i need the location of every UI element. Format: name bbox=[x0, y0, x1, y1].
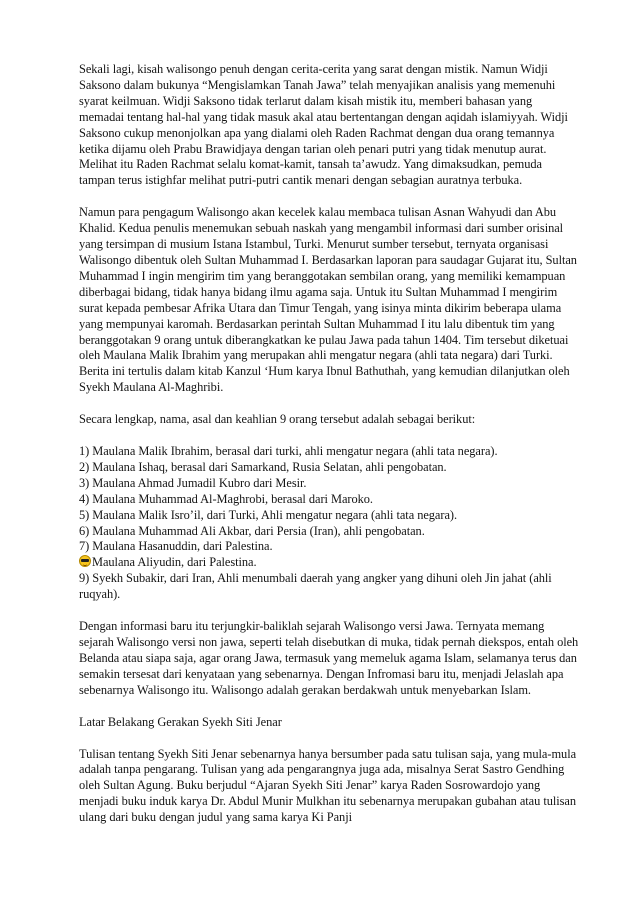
walisongo-members-list bbox=[79, 444, 579, 603]
sunglasses-smiley-icon bbox=[79, 555, 91, 567]
document-page bbox=[79, 62, 579, 842]
paragraph-walisongo-origin: Namun para pengagum Walisongo akan kecelek kalau membaca tulisan Asnan Wahyudi dan Abu Khalid. Kedua penulis menemukan sebuah naskah yang mengambil informasi dari sumber orisinal yang tersimpan di musium Istana Istambul, Turki. Menurut sumber tersebut, ternyata organisasi Walisongo dibentuk oleh Sultan Muhammad I. Berdasarkan laporan para saudagar Gujarat itu, Sultan Muhammad I ingin mengirim tim yang beranggotakan sembilan orang, yang memiliki kemampuan diberbagai bidang, tidak hanya bidang ilmu agama saja. Untuk itu Sultan Muhammad I mengirim surat kepada pembesar Afrika Utara dan Timur Tengah, yang isinya minta dikirim beberapa ulama yang mempunyai karomah. Berdasarkan perintah Sultan Muhammad I itu lalu dibentuk tim yang beranggotakan 9 orang untuk diberangkatkan ke pulau Jawa pada tahun 1404. Tim tersebut diketuai oleh Maulana Malik Ibrahim yang merupakan ahli mengatur negara (ahli tata negara) dari Turki. Berita ini tertulis dalam kitab Kanzul ‘Hum karya Ibnul Bathuthah, yang kemudian dilanjutkan oleh Syekh Maulana Al-Maghribi. bbox=[79, 205, 577, 395]
paragraph-list-intro: Secara lengkap, nama, asal dan keahlian 9 orang tersebut adalah sebagai berikut: bbox=[79, 412, 476, 427]
section-heading: Latar Belakang Gerakan Syekh Siti Jenar bbox=[79, 714, 282, 729]
list-item: 9) Syekh Subakir, dari Iran, Ahli menumbali daerah yang angker yang dihuni oleh Jin jahat (ahli ruqyah). bbox=[79, 571, 552, 602]
paragraph-siti-jenar: Tulisan tentang Syekh Siti Jenar sebenarnya hanya bersumber pada satu tulisan saja, yang mula-mula adalah tanpa pengarang. Tulisan yang ada pengarangnya juga ada, misalnya Serat Sastro Gendhing oleh Sultan Agung. Buku berjudul “Ajaran Syekh Siti Jenar” karya Raden Sosrowardojo yang menjadi buku induk karya Dr. Abdul Munir Mulkhan itu sebenarnya merupakan gubahan atau tulisan ulang dari buku dengan judul yang sama karya Ki Panji bbox=[79, 746, 577, 825]
list-item: 6) Maulana Muhammad Ali Akbar, dari Persia (Iran), ahli pengobatan. bbox=[79, 523, 425, 538]
list-item: 4) Maulana Muhammad Al-Maghrobi, berasal dari Maroko. bbox=[79, 491, 373, 506]
list-item: 7) Maulana Hasanuddin, dari Palestina. bbox=[79, 539, 273, 554]
list-item-with-emoji bbox=[79, 555, 579, 571]
paragraph-mistik: Sekali lagi, kisah walisongo penuh dengan cerita-cerita yang sarat dengan mistik. Namun Widji Saksono dalam bukunya “Mengislamkan Tanah Jawa” telah menyajikan analisis yang memenuhi syarat keilmuan. Widji Saksono tidak terlarut dalam kisah mistik itu, memberi bahasan yang memadai tentang hal-hal yang tidak masuk akal atau bertentangan dengan aqidah islamiyyah. Widji Saksono cukup menonjolkan apa yang dialami oleh Raden Rachmat dengan dua orang temannya ketika dijamu oleh Prabu Brawidjaya dengan tarian oleh penari putri yang tidak menutup aurat. Melihat itu Raden Rachmat selalu komat-kamit, tansah ta’awudz. Yang dimaksudkan, pemuda tampan terus istighfar melihat putri-putri cantik menari dengan sebagian auratnya terbuka. bbox=[79, 62, 568, 188]
paragraph-new-information: Dengan informasi baru itu terjungkir-baliklah sejarah Walisongo versi Jawa. Ternyata memang sejarah Walisongo versi non jawa, seperti telah disebutkan di muka, tidak pernah diekspos, entah oleh Belanda atau siapa saja, agar orang Jawa, termasuk yang memeluk agama Islam, selamanya terus dan semakin tersesat dari kenyataan yang sebenarnya. Dengan Infromasi baru itu, menjadi Jelaslah apa sebenarnya Walisongo itu. Walisongo adalah gerakan berdakwah untuk menyebarkan Islam. bbox=[79, 619, 579, 697]
list-item: 2) Maulana Ishaq, berasal dari Samarkand, Rusia Selatan, ahli pengobatan. bbox=[79, 459, 447, 474]
list-item: 3) Maulana Ahmad Jumadil Kubro dari Mesir. bbox=[79, 475, 307, 490]
list-item-text: Maulana Aliyudin, dari Palestina. bbox=[92, 555, 257, 570]
list-item: 5) Maulana Malik Isro’il, dari Turki, Ahli mengatur negara (ahli tata negara). bbox=[79, 507, 458, 522]
list-item: 1) Maulana Malik Ibrahim, berasal dari turki, ahli mengatur negara (ahli tata negara). bbox=[79, 444, 498, 459]
